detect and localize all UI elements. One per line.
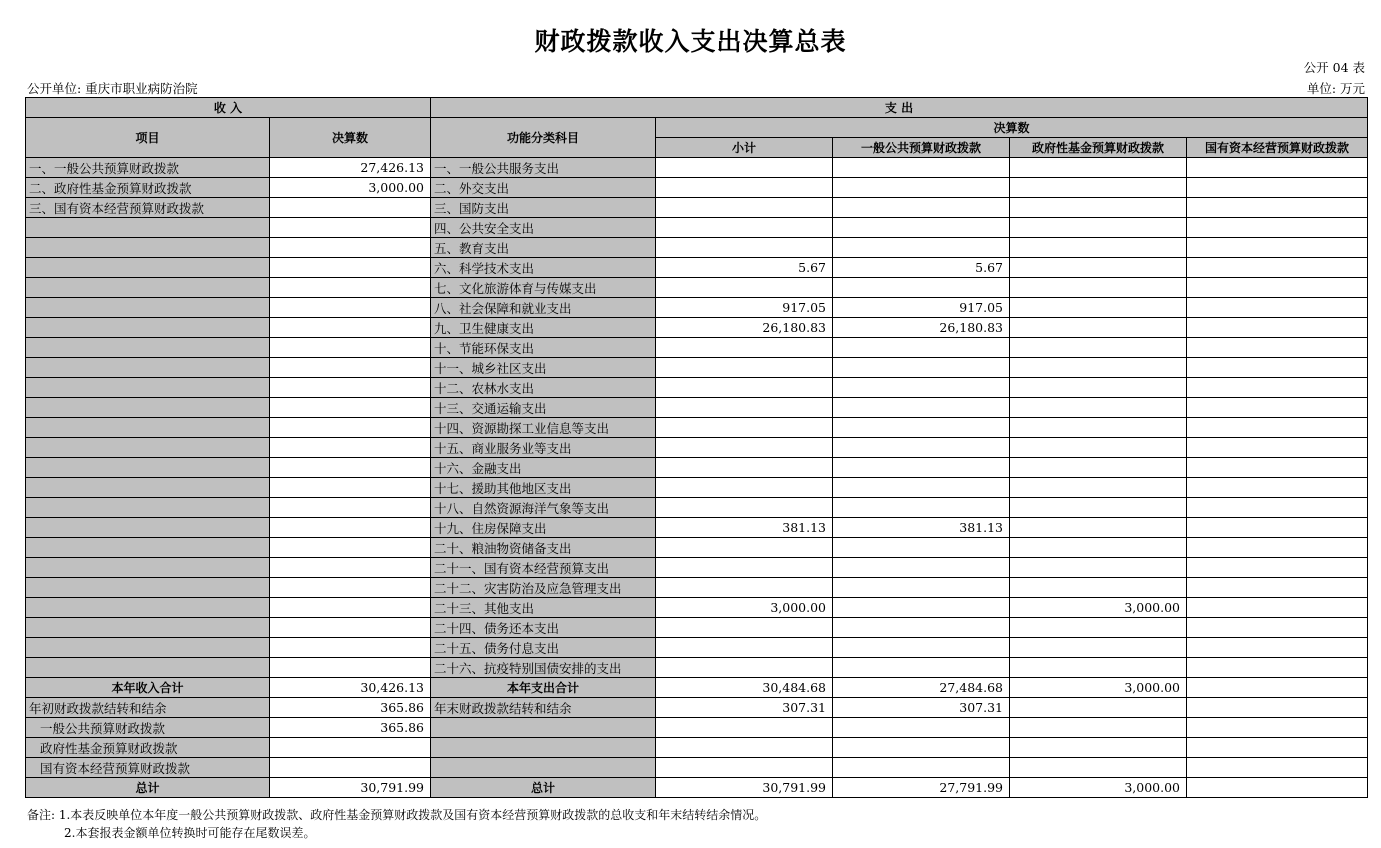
blank-cell <box>656 738 833 758</box>
expense-gov-fund <box>1010 438 1187 458</box>
table-row <box>26 218 1368 238</box>
table-row <box>26 458 1368 478</box>
income-amount <box>270 338 431 358</box>
header-row-2 <box>26 118 1368 138</box>
table-row <box>26 198 1368 218</box>
expense-general-budget <box>833 498 1010 518</box>
expense-state-capital <box>1187 598 1368 618</box>
table-row <box>26 158 1368 178</box>
table-row <box>26 518 1368 538</box>
expense-gov-fund <box>1010 618 1187 638</box>
expense-state-capital <box>1187 238 1368 258</box>
expense-subtotal <box>656 438 833 458</box>
expense-state-capital <box>1187 678 1368 698</box>
table-row <box>26 278 1368 298</box>
expense-general-budget <box>833 538 1010 558</box>
table-row <box>26 358 1368 378</box>
table-row <box>26 498 1368 518</box>
expense-state-capital <box>1187 618 1368 638</box>
expense-subtotal: 381.13 <box>656 518 833 538</box>
expense-subtotal <box>656 458 833 478</box>
income-item <box>26 278 270 298</box>
expense-general-budget <box>833 618 1010 638</box>
expense-category: 年末财政拨款结转和结余 <box>431 698 656 718</box>
budget-table <box>25 97 1368 798</box>
expense-state-capital <box>1187 438 1368 458</box>
expense-category: 二十四、债务还本支出 <box>431 618 656 638</box>
expense-state-capital <box>1187 698 1368 718</box>
expense-gov-fund <box>1010 338 1187 358</box>
expense-state-capital <box>1187 558 1368 578</box>
expense-general-budget: 381.13 <box>833 518 1010 538</box>
table-row <box>26 258 1368 278</box>
expense-state-capital <box>1187 158 1368 178</box>
expense-general-budget <box>833 578 1010 598</box>
expense-general-budget: 27,484.68 <box>833 678 1010 698</box>
income-amount <box>270 418 431 438</box>
expense-subtotal <box>656 618 833 638</box>
expense-gov-fund <box>1010 398 1187 418</box>
gov-fund-header: 政府性基金预算财政拨款 <box>1010 138 1187 158</box>
expense-gov-fund: 3,000.00 <box>1010 778 1187 798</box>
note-2: 2.本套报表金额单位转换时可能存在尾数误差。 <box>64 826 316 840</box>
table-row <box>26 418 1368 438</box>
expense-gov-fund <box>1010 538 1187 558</box>
expense-gov-fund <box>1010 258 1187 278</box>
header-row-1 <box>26 98 1368 118</box>
expense-subtotal: 917.05 <box>656 298 833 318</box>
expense-gov-fund <box>1010 698 1187 718</box>
income-item: 总计 <box>26 778 270 798</box>
income-item <box>26 218 270 238</box>
expense-gov-fund <box>1010 178 1187 198</box>
expense-state-capital <box>1187 578 1368 598</box>
income-amount <box>270 358 431 378</box>
blank-cell <box>1010 738 1187 758</box>
report-title: 财政拨款收入支出决算总表 <box>534 27 847 56</box>
expense-state-capital <box>1187 418 1368 438</box>
expense-general-budget <box>833 598 1010 618</box>
notes <box>27 806 766 842</box>
expense-category: 五、教育支出 <box>431 238 656 258</box>
expense-category: 二十五、债务付息支出 <box>431 638 656 658</box>
amount-header: 决算数 <box>270 118 431 158</box>
expense-gov-fund <box>1010 558 1187 578</box>
expense-state-capital <box>1187 278 1368 298</box>
expense-general-budget <box>833 378 1010 398</box>
expense-state-capital <box>1187 198 1368 218</box>
income-item <box>26 358 270 378</box>
expense-subtotal <box>656 278 833 298</box>
income-amount <box>270 318 431 338</box>
expense-gov-fund <box>1010 478 1187 498</box>
expense-subtotal <box>656 638 833 658</box>
expense-general-budget <box>833 398 1010 418</box>
expense-category: 十七、援助其他地区支出 <box>431 478 656 498</box>
expense-general-budget <box>833 278 1010 298</box>
income-amount: 30,426.13 <box>270 678 431 698</box>
income-item: 一般公共预算财政拨款 <box>26 718 270 738</box>
expense-category: 一、一般公共服务支出 <box>431 158 656 178</box>
expense-gov-fund: 3,000.00 <box>1010 678 1187 698</box>
income-item: 二、政府性基金预算财政拨款 <box>26 178 270 198</box>
carry-over-detail-row <box>26 738 1368 758</box>
blank-cell <box>1187 758 1368 778</box>
expense-category: 七、文化旅游体育与传媒支出 <box>431 278 656 298</box>
expense-subtotal: 26,180.83 <box>656 318 833 338</box>
expense-gov-fund <box>1010 278 1187 298</box>
income-item <box>26 658 270 678</box>
expense-state-capital <box>1187 258 1368 278</box>
expense-category: 二、外交支出 <box>431 178 656 198</box>
expense-general-budget <box>833 218 1010 238</box>
expense-general-budget <box>833 238 1010 258</box>
income-amount <box>270 658 431 678</box>
table-row <box>26 618 1368 638</box>
expense-category: 十六、金融支出 <box>431 458 656 478</box>
expense-state-capital <box>1187 218 1368 238</box>
expense-state-capital <box>1187 178 1368 198</box>
table-row <box>26 658 1368 678</box>
income-amount <box>270 478 431 498</box>
income-item <box>26 378 270 398</box>
state-capital-header: 国有资本经营预算财政拨款 <box>1187 138 1368 158</box>
expense-category: 十二、农林水支出 <box>431 378 656 398</box>
expense-category: 本年支出合计 <box>431 678 656 698</box>
income-item <box>26 418 270 438</box>
income-amount: 30,791.99 <box>270 778 431 798</box>
income-item <box>26 258 270 278</box>
blank-cell <box>431 738 656 758</box>
table-row <box>26 318 1368 338</box>
func-category-header: 功能分类科目 <box>431 118 656 158</box>
expense-gov-fund <box>1010 198 1187 218</box>
income-item <box>26 538 270 558</box>
expense-subtotal <box>656 338 833 358</box>
expense-gov-fund <box>1010 498 1187 518</box>
expense-state-capital <box>1187 658 1368 678</box>
expense-category: 总计 <box>431 778 656 798</box>
income-item <box>26 398 270 418</box>
expense-header: 支 出 <box>431 98 1368 118</box>
expense-state-capital <box>1187 778 1368 798</box>
income-amount <box>270 618 431 638</box>
income-item <box>26 498 270 518</box>
expense-state-capital <box>1187 378 1368 398</box>
expense-category: 六、科学技术支出 <box>431 258 656 278</box>
expense-general-budget <box>833 358 1010 378</box>
expense-category: 十八、自然资源海洋气象等支出 <box>431 498 656 518</box>
year-total-row <box>26 678 1368 698</box>
expense-general-budget <box>833 338 1010 358</box>
expense-general-budget <box>833 558 1010 578</box>
reporting-unit: 公开单位: 重庆市职业病防治院 <box>27 81 198 96</box>
expense-category: 二十一、国有资本经营预算支出 <box>431 558 656 578</box>
expense-general-budget <box>833 478 1010 498</box>
expense-subtotal <box>656 498 833 518</box>
income-item <box>26 458 270 478</box>
expense-general-budget: 307.31 <box>833 698 1010 718</box>
expense-category: 四、公共安全支出 <box>431 218 656 238</box>
table-row <box>26 298 1368 318</box>
blank-cell <box>656 758 833 778</box>
income-header: 收 入 <box>26 98 431 118</box>
expense-subtotal <box>656 378 833 398</box>
income-amount <box>270 638 431 658</box>
expense-general-budget <box>833 438 1010 458</box>
expense-subtotal <box>656 358 833 378</box>
income-amount <box>270 518 431 538</box>
expense-gov-fund <box>1010 458 1187 478</box>
expense-general-budget: 5.67 <box>833 258 1010 278</box>
expense-subtotal: 30,484.68 <box>656 678 833 698</box>
income-amount <box>270 578 431 598</box>
income-amount <box>270 298 431 318</box>
income-amount <box>270 558 431 578</box>
expense-category: 九、卫生健康支出 <box>431 318 656 338</box>
expense-state-capital <box>1187 458 1368 478</box>
expense-subtotal <box>656 198 833 218</box>
income-amount <box>270 278 431 298</box>
expense-general-budget: 26,180.83 <box>833 318 1010 338</box>
expense-state-capital <box>1187 478 1368 498</box>
income-amount: 365.86 <box>270 718 431 738</box>
expense-state-capital <box>1187 358 1368 378</box>
blank-cell <box>1187 718 1368 738</box>
income-amount <box>270 538 431 558</box>
item-header: 项目 <box>26 118 270 158</box>
expense-general-budget: 27,791.99 <box>833 778 1010 798</box>
expense-general-budget <box>833 158 1010 178</box>
income-item <box>26 478 270 498</box>
expense-gov-fund <box>1010 658 1187 678</box>
expense-subtotal: 3,000.00 <box>656 598 833 618</box>
table-row <box>26 238 1368 258</box>
table-row <box>26 578 1368 598</box>
table-row <box>26 558 1368 578</box>
carry-over-detail-row <box>26 758 1368 778</box>
expense-subtotal <box>656 658 833 678</box>
expense-category: 十九、住房保障支出 <box>431 518 656 538</box>
blank-cell <box>833 758 1010 778</box>
expense-category: 十一、城乡社区支出 <box>431 358 656 378</box>
expense-category: 十四、资源勘探工业信息等支出 <box>431 418 656 438</box>
expense-category: 二十六、抗疫特别国债安排的支出 <box>431 658 656 678</box>
income-amount <box>270 598 431 618</box>
blank-cell <box>431 718 656 738</box>
income-amount <box>270 438 431 458</box>
expense-gov-fund <box>1010 358 1187 378</box>
blank-cell <box>1010 718 1187 738</box>
income-item <box>26 298 270 318</box>
note-1: 备注: 1.本表反映单位本年度一般公共预算财政拨款、政府性基金预算财政拨款及国有资本经营预算财政拨款的总收支和年末结转结余情况。 <box>27 808 767 822</box>
currency-unit: 单位: 万元 <box>1306 81 1365 96</box>
income-amount <box>270 378 431 398</box>
expense-general-budget <box>833 198 1010 218</box>
expense-category: 十、节能环保支出 <box>431 338 656 358</box>
income-item <box>26 638 270 658</box>
expense-subtotal: 307.31 <box>656 698 833 718</box>
blank-cell <box>656 718 833 738</box>
expense-subtotal <box>656 538 833 558</box>
expense-state-capital <box>1187 338 1368 358</box>
table-row <box>26 638 1368 658</box>
income-item <box>26 238 270 258</box>
table-row <box>26 538 1368 558</box>
expense-state-capital <box>1187 538 1368 558</box>
expense-gov-fund: 3,000.00 <box>1010 598 1187 618</box>
income-amount <box>270 258 431 278</box>
blank-cell <box>431 758 656 778</box>
income-amount <box>270 218 431 238</box>
table-row <box>26 378 1368 398</box>
subtotal-header: 小计 <box>656 138 833 158</box>
income-item <box>26 598 270 618</box>
income-item <box>26 318 270 338</box>
expense-subtotal <box>656 218 833 238</box>
table-row <box>26 478 1368 498</box>
expense-gov-fund <box>1010 378 1187 398</box>
carry-over-row <box>26 698 1368 718</box>
income-item <box>26 438 270 458</box>
expense-category: 十三、交通运输支出 <box>431 398 656 418</box>
expense-gov-fund <box>1010 238 1187 258</box>
income-item: 政府性基金预算财政拨款 <box>26 738 270 758</box>
carry-over-detail-row <box>26 718 1368 738</box>
income-amount: 365.86 <box>270 698 431 718</box>
expense-category: 二十二、灾害防治及应急管理支出 <box>431 578 656 598</box>
expense-subtotal <box>656 238 833 258</box>
income-item: 本年收入合计 <box>26 678 270 698</box>
expense-gov-fund <box>1010 418 1187 438</box>
income-amount <box>270 758 431 778</box>
expense-subtotal <box>656 158 833 178</box>
expense-general-budget <box>833 178 1010 198</box>
expense-category: 二十三、其他支出 <box>431 598 656 618</box>
expense-general-budget <box>833 658 1010 678</box>
income-amount: 27,426.13 <box>270 158 431 178</box>
expense-gov-fund <box>1010 218 1187 238</box>
expense-subtotal: 30,791.99 <box>656 778 833 798</box>
expense-state-capital <box>1187 498 1368 518</box>
income-item: 三、国有资本经营预算财政拨款 <box>26 198 270 218</box>
general-budget-header: 一般公共预算财政拨款 <box>833 138 1010 158</box>
grand-total-row <box>26 778 1368 798</box>
expense-gov-fund <box>1010 518 1187 538</box>
income-amount <box>270 398 431 418</box>
expense-category: 十五、商业服务业等支出 <box>431 438 656 458</box>
income-item <box>26 338 270 358</box>
income-item <box>26 558 270 578</box>
blank-cell <box>833 738 1010 758</box>
expense-subtotal <box>656 178 833 198</box>
expense-state-capital <box>1187 398 1368 418</box>
income-item <box>26 518 270 538</box>
blank-cell <box>1010 758 1187 778</box>
income-item: 一、一般公共预算财政拨款 <box>26 158 270 178</box>
table-row <box>26 338 1368 358</box>
table-row <box>26 598 1368 618</box>
expense-general-budget <box>833 418 1010 438</box>
expense-category: 八、社会保障和就业支出 <box>431 298 656 318</box>
expense-subtotal <box>656 578 833 598</box>
expense-gov-fund <box>1010 158 1187 178</box>
expense-general-budget <box>833 458 1010 478</box>
expense-subtotal <box>656 478 833 498</box>
income-amount <box>270 498 431 518</box>
expense-gov-fund <box>1010 318 1187 338</box>
expense-subtotal: 5.67 <box>656 258 833 278</box>
income-amount <box>270 198 431 218</box>
income-amount <box>270 738 431 758</box>
expense-subtotal <box>656 398 833 418</box>
income-item <box>26 578 270 598</box>
expense-gov-fund <box>1010 578 1187 598</box>
blank-cell <box>833 718 1010 738</box>
expense-state-capital <box>1187 318 1368 338</box>
expense-category: 三、国防支出 <box>431 198 656 218</box>
income-item: 年初财政拨款结转和结余 <box>26 698 270 718</box>
expense-general-budget: 917.05 <box>833 298 1010 318</box>
blank-cell <box>1187 738 1368 758</box>
expense-state-capital <box>1187 518 1368 538</box>
expense-state-capital <box>1187 298 1368 318</box>
income-amount <box>270 238 431 258</box>
expense-subtotal <box>656 418 833 438</box>
table-row <box>26 398 1368 418</box>
income-amount: 3,000.00 <box>270 178 431 198</box>
income-item: 国有资本经营预算财政拨款 <box>26 758 270 778</box>
expense-gov-fund <box>1010 298 1187 318</box>
table-row <box>26 178 1368 198</box>
table-row <box>26 438 1368 458</box>
expense-gov-fund <box>1010 638 1187 658</box>
income-item <box>26 618 270 638</box>
expense-state-capital <box>1187 638 1368 658</box>
final-amount-header: 决算数 <box>656 118 1368 138</box>
income-amount <box>270 458 431 478</box>
expense-general-budget <box>833 638 1010 658</box>
expense-subtotal <box>656 558 833 578</box>
form-number: 公开 04 表 <box>1303 60 1365 75</box>
expense-category: 二十、粮油物资储备支出 <box>431 538 656 558</box>
